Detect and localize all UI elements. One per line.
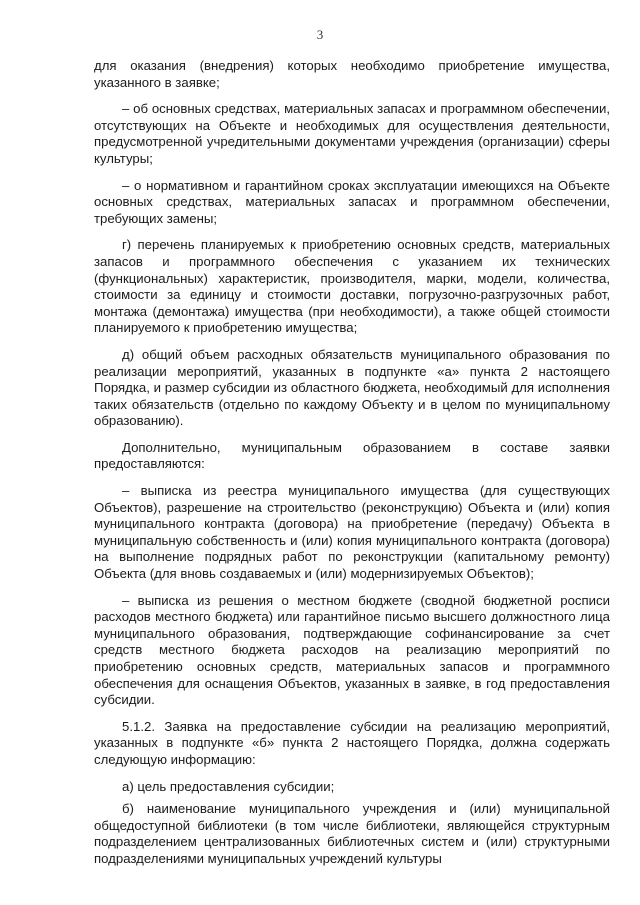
paragraph-item-a: а) цель предоставления субсидии;	[122, 778, 335, 794]
page-number: 3	[316, 27, 324, 42]
paragraph-fixed-assets-missing: – об основных средствах, материальных запасах и программном обеспечении, отсутствующих на Объекте и необходимых для осуществления деятельности, предусмотренной учредительными документами учреждения (организации) сферы культуры;	[94, 101, 610, 166]
document-body	[94, 58, 610, 873]
paragraph-item-d: д) общий объем расходных обязательств муниципального образования по реализации мероприятий, указанных в подпункте «а» пункта 2 настоящего Порядка, и размер субсидии из областного бюджета, необходимый для исполнения таких обязательств (отдельно по каждому Объекту и в целом по муниципальному образованию).	[94, 346, 610, 429]
paragraph-item-b: б) наименование муниципального учреждения и (или) муниципальной общедоступной библиотеки (в том числе библиотеки, являющейся структурным подразделением централизованных библиотечных систем и (или) структурными подразделениями муниципальных учреждений культуры	[94, 801, 610, 866]
paragraph-registry-extract: – выписка из реестра муниципального имущества (для существующих Объектов), разрешение на строительство (реконструкцию) Объекта и (или) копия муниципального контракта (договора) на приобретение (передачу) Объекта в муниципальную собственность и (или) копия муниципального контракта (договора) на выполнение подрядных работ по реконструкции (капитальному ремонту) Объекта (для вновь создаваемых и (или) модернизируемых Объектов);	[94, 483, 610, 582]
paragraph-budget-decision: – выписка из решения о местном бюджете (сводной бюджетной росписи расходов местного бюджета) или гарантийное письмо высшего должностного лица муниципального образования, подтверждающие софинансирование за счет средств местного бюджета расходов на реализацию мероприятий по приобретению основных средств, материальных запасов и программного обеспечения для оснащения Объектов, указанных в заявке, в год предоставления субсидии.	[94, 592, 610, 708]
paragraph-service-life: – о нормативном и гарантийном сроках эксплуатации имеющихся на Объекте основных средствах, материальных запасах и программном обеспечении, требующих замены;	[94, 177, 610, 226]
paragraph-section-5-1-2: 5.1.2. Заявка на предоставление субсидии на реализацию мероприятий, указанных в подпункте «б» пункта 2 настоящего Порядка, должна содержать следующую информацию:	[94, 718, 610, 767]
paragraph-item-g: г) перечень планируемых к приобретению основных средств, материальных запасов и программного обеспечения с указанием их технических (функциональных) характеристик, производителя, марки, модели, количества, стоимости за единицу и стоимости доставки, погрузочно-разгрузочных работ, монтажа (демонтажа) имущества (при необходимости), а также общей стоимости планируемого к приобретению имущества;	[94, 237, 610, 336]
paragraph-continuation: для оказания (внедрения) которых необходимо приобретение имущества, указанного в заявке;	[94, 58, 610, 90]
paragraph-additionally: Дополнительно, муниципальным образованием в составе заявки предоставляются:	[94, 439, 610, 472]
